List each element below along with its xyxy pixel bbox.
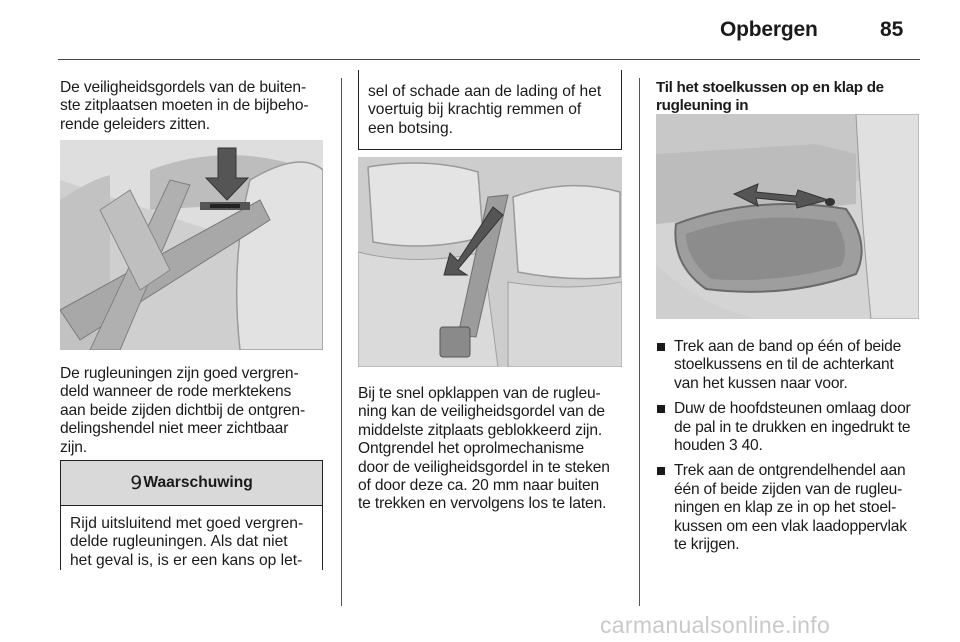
column-divider-1 (341, 78, 342, 606)
belt-guide-illustration (60, 140, 323, 350)
warning-title: Waarschuwing (143, 474, 253, 491)
list-item: Duw de hoofdsteunen omlaag door de pal in te drukken en ingedrukt te houden 3 40. (656, 400, 921, 455)
bullet-square-icon (657, 405, 665, 413)
blocked-belt-paragraph: Bij te snel opklappen van de rugleu- ning kan de veiligheidsgordel van de middelste zitplaats geblokkeerd zijn. Ontgrendel het oprolmechanisme door de veiligheidsgordel in te steken of door deze ca. 20 mm naar buiten te trekken en vervolgens los te laten. (358, 385, 610, 513)
bullet-square-icon (657, 467, 665, 475)
warning-continuation-text: sel of schade aan de lading of het voertuig bij krachtig remmen of een botsing. (368, 83, 602, 137)
instruction-list (656, 338, 921, 561)
bullet-square-icon (657, 343, 665, 351)
watermark: carmanualsonline.info (600, 612, 831, 638)
page-title: Opbergen (720, 18, 818, 41)
list-item: Trek aan de band op één of beide stoelkussens en til de achterkant van het kussen naar voor. (656, 338, 921, 393)
warning-header (61, 461, 322, 506)
warning-body: Rijd uitsluitend met goed vergren- delde rugleuningen. Als dat niet het geval is, is er een kans op let- (70, 515, 304, 569)
lock-paragraph: De rugleuningen zijn goed vergren- deld wanneer de rode merktekens aan beide zijden dichtbij de ontgren- delingshendel niet meer zichtbaar zijn. (60, 365, 305, 456)
header-divider (58, 59, 920, 60)
intro-paragraph: De veiligheidsgordels van de buiten- ste zitplaatsen moeten in de bijbeho- rende geleiders zitten. (60, 79, 309, 133)
warning-continuation-box (358, 70, 622, 150)
warning-box (60, 460, 323, 570)
warning-icon: 9 (130, 472, 143, 494)
cross-reference-link[interactable]: houden 3 40. (674, 437, 763, 455)
list-item: Trek aan de ontgrendelhendel aan één of beide zijden van de rugleu- ningen en klap ze in op het stoel- kussen om een vlak laadoppervlak te krijgen. (656, 462, 921, 554)
center-belt-illustration (358, 157, 622, 367)
column-divider-2 (639, 78, 640, 606)
page-number: 85 (880, 18, 904, 41)
seat-cushion-illustration (656, 114, 919, 319)
section-subheading: Til het stoelkussen op en klap de rugleuning in (656, 79, 884, 114)
